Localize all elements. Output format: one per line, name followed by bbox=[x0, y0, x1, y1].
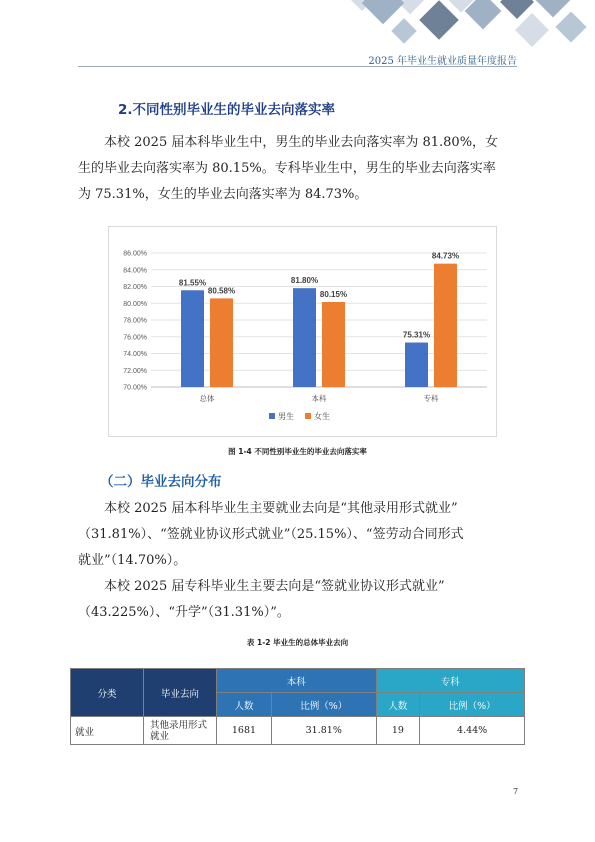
bar-male bbox=[405, 343, 428, 387]
destination-paragraph-2 bbox=[78, 574, 518, 626]
y-tick-label: 72.00% bbox=[123, 367, 147, 375]
destination-table bbox=[70, 668, 525, 745]
section-heading-gender: 2.不同性别毕业生的毕业去向落实率 bbox=[118, 102, 336, 118]
header-ug-ratio: 比例（%） bbox=[271, 693, 376, 717]
gender-paragraph bbox=[78, 130, 518, 208]
paragraph-line: 本校 2025 届本科毕业生中，男生的毕业去向落实率为 81.80%，女 bbox=[104, 135, 499, 150]
header-decoration bbox=[0, 0, 595, 60]
legend-label: 男生 bbox=[278, 412, 294, 421]
x-tick-label: 专科 bbox=[423, 394, 439, 403]
header-category: 分类 bbox=[71, 669, 144, 717]
header-ug-count: 人数 bbox=[217, 693, 272, 717]
cell-jc-count: 19 bbox=[376, 717, 420, 745]
y-tick-label: 76.00% bbox=[123, 334, 147, 342]
header-jc-ratio: 比例（%） bbox=[420, 693, 525, 717]
bar-male bbox=[181, 290, 204, 387]
y-tick-label: 80.00% bbox=[123, 300, 147, 308]
y-tick-label: 82.00% bbox=[123, 284, 147, 291]
paragraph-line: 本校 2025 届本科毕业生主要就业去向是“其他录用形式就业” bbox=[104, 501, 458, 516]
legend-swatch bbox=[269, 413, 275, 419]
legend-label: 女生 bbox=[314, 412, 330, 421]
paragraph-line: 为 75.31%，女生的毕业去向落实率为 84.73%。 bbox=[78, 187, 368, 202]
bar-chart-svg bbox=[109, 227, 496, 436]
destination-paragraph-1 bbox=[78, 496, 518, 574]
y-tick-label: 70.00% bbox=[123, 384, 147, 392]
data-label: 81.80% bbox=[290, 276, 319, 286]
paragraph-line: 本校 2025 届专科毕业生主要去向是“签就业协议形式就业” bbox=[104, 579, 445, 594]
bar-male bbox=[293, 288, 316, 387]
x-tick-label: 本科 bbox=[311, 394, 327, 403]
header-destination: 毕业去向 bbox=[144, 669, 217, 717]
y-tick-label: 78.00% bbox=[123, 317, 147, 325]
y-tick-label: 84.00% bbox=[123, 267, 147, 275]
section-heading-destination: （二）毕业去向分布 bbox=[100, 474, 222, 490]
paragraph-line: 生的毕业去向落实率为 80.15%。专科毕业生中，男生的毕业去向落实率 bbox=[78, 161, 496, 176]
bar-female bbox=[210, 298, 233, 387]
paragraph-line: （31.81%）、“签就业协议形式就业”（25.15%）、“签劳动合同形式 bbox=[78, 527, 464, 542]
bar-female bbox=[434, 264, 457, 387]
cell-ug-count: 1681 bbox=[217, 717, 272, 745]
table-row bbox=[71, 717, 525, 745]
report-header-title: 2025 年毕业生就业质量年度报告 bbox=[368, 56, 517, 67]
data-label: 80.15% bbox=[319, 289, 348, 299]
data-label: 84.73% bbox=[431, 251, 460, 261]
header-divider bbox=[78, 66, 517, 67]
cell-destination: 其他录用形式就业 bbox=[144, 717, 217, 745]
y-tick-label: 86.00% bbox=[123, 250, 147, 258]
paragraph-line: （43.225%）、“升学”（31.31%）”。 bbox=[78, 605, 290, 620]
header-junior: 专科 bbox=[376, 669, 524, 693]
paragraph-line: 就业”（14.70%）。 bbox=[78, 553, 187, 568]
y-tick-label: 74.00% bbox=[123, 351, 147, 358]
table-caption: 表 1-2 毕业生的总体毕业去向 bbox=[246, 638, 349, 647]
page-number: 7 bbox=[513, 787, 519, 796]
header-jc-count: 人数 bbox=[376, 693, 420, 717]
gender-chart bbox=[108, 226, 497, 437]
data-label: 81.55% bbox=[178, 278, 207, 288]
data-label: 80.58% bbox=[207, 286, 236, 296]
cell-jc-ratio: 4.44% bbox=[420, 717, 525, 745]
data-label: 75.31% bbox=[402, 330, 431, 340]
cell-ug-ratio: 31.81% bbox=[271, 717, 376, 745]
bar-female bbox=[322, 302, 345, 387]
x-tick-label: 总体 bbox=[199, 394, 215, 403]
header-undergrad: 本科 bbox=[217, 669, 377, 693]
cell-category: 就业 bbox=[71, 717, 144, 745]
figure-caption: 图 1-4 不同性别毕业生的毕业去向落实率 bbox=[228, 447, 367, 456]
legend-swatch bbox=[305, 413, 311, 419]
